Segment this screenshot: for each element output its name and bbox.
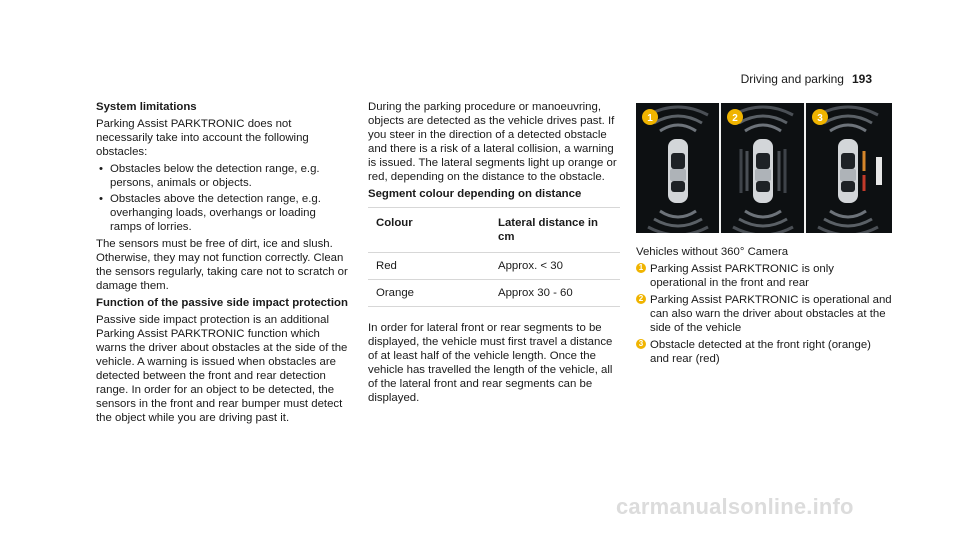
legend-text: Parking Assist PARKTRONIC is only operational in the front and rear (650, 263, 834, 289)
legend-item-1 (636, 262, 892, 290)
table-title: Segment colour depending on distance (368, 188, 582, 200)
table-header-cell: Colour (368, 208, 492, 253)
bullet-list (96, 162, 348, 234)
list-item: • Obstacles below the detection range, e.g. persons, animals or objects. (96, 162, 348, 190)
paragraph: During the parking procedure or manoeuvring, objects are detected as the vehicle drives past. If you steer in the direction of a detected obstacle and there is a risk of a lateral collision, a warning is issued. The lateral segments light up orange or red, depending on the distance to the obstacle. (368, 101, 617, 183)
parktronic-figure (636, 103, 892, 233)
page-number: 193 (851, 72, 872, 86)
heading-side-impact: Function of the passive side impact protection (96, 297, 348, 309)
svg-text:3: 3 (817, 113, 823, 124)
watermark: carmanualsonline.info (616, 494, 854, 519)
figure-badge-3 (812, 109, 828, 125)
table-cell: Red (368, 253, 492, 280)
section-title: Driving and parking (740, 72, 844, 86)
column-2 (368, 100, 622, 408)
column-1 (96, 100, 348, 428)
figure-badge-1 (642, 109, 658, 125)
legend-text: Parking Assist PARKTRONIC is operational and can also warn the driver about obstacles at the side of the vehicle (650, 294, 892, 334)
svg-text:2: 2 (732, 113, 738, 124)
page-header (741, 72, 872, 86)
legend-badge: 3 (636, 339, 646, 349)
paragraph: The sensors must be free of dirt, ice and slush. Otherwise, they may not function correctly. Clean the sensors regularly, taking care not to scratch or damage them. (96, 238, 348, 292)
legend-badge: 1 (636, 263, 646, 273)
figure-badge-2 (727, 109, 743, 125)
table-header-row (368, 208, 620, 253)
table-row (368, 280, 620, 307)
table-cell: Orange (368, 280, 492, 307)
table-cell: Approx. < 30 (492, 253, 620, 280)
legend-text: Obstacle detected at the front right (orange) and rear (red) (650, 339, 871, 365)
legend-item-2 (636, 293, 892, 335)
table-cell: Approx 30 - 60 (492, 280, 620, 307)
segment-colour-table (368, 207, 620, 307)
paragraph: Passive side impact protection is an additional Parking Assist PARKTRONIC function which warns the driver about obstacles at the side of the vehicle. A warning is issued when obstacles are detected between the front and rear detection range. In order for an object to be detected, the sensors in the front and rear bumper must detect the object while you are driving past it. (96, 314, 348, 424)
table-row (368, 253, 620, 280)
paragraph: In order for lateral front or rear segments to be displayed, the vehicle must first travel a distance of at least half of the vehicle length. Once the vehicle has travelled the length of the vehicle, all of the lateral front and rear segments can be displayed. (368, 322, 613, 404)
list-item: • Obstacles above the detection range, e.g. overhanging loads, overhangs or loading ramps of lorries. (96, 192, 348, 234)
heading-system-limitations: System limitations (96, 101, 197, 113)
legend-badge: 2 (636, 294, 646, 304)
column-3 (636, 103, 892, 366)
parktronic-illustration (636, 103, 892, 233)
svg-text:1: 1 (647, 113, 653, 124)
legend-item-3 (636, 338, 892, 366)
figure-caption: Vehicles without 360° Camera (636, 246, 789, 258)
paragraph: Parking Assist PARKTRONIC does not necessarily take into account the following obstacles: (96, 118, 309, 158)
table-header-cell: Lateral distance in cm (492, 208, 620, 253)
